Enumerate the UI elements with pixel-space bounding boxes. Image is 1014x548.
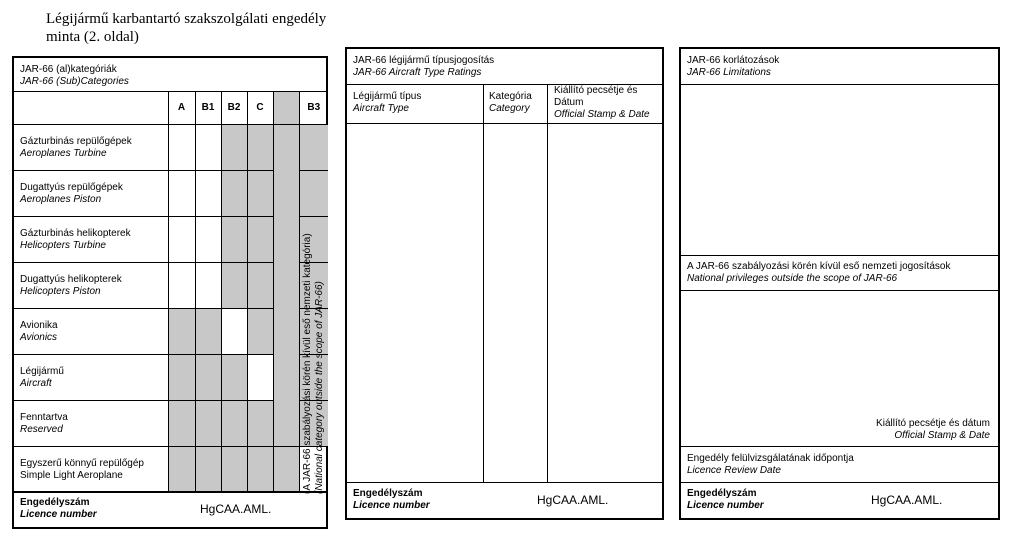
type-ratings-title-en: JAR-66 Aircraft Type Ratings	[353, 67, 482, 78]
disabled-cell	[168, 401, 195, 447]
review-en: Licence Review Date	[687, 465, 781, 476]
column-header-c: C	[247, 92, 273, 125]
national-privileges-en: National privileges outside the scope of JAR-66	[687, 273, 898, 284]
limitations-title-en: JAR-66 Limitations	[687, 67, 771, 78]
row-label-hu: Avionika	[20, 319, 58, 331]
licence-label-en: Licence number	[20, 509, 97, 520]
disabled-cell	[221, 125, 247, 171]
checkbox-cell[interactable]	[195, 263, 221, 309]
disabled-cell	[195, 401, 221, 447]
licence-number-row	[14, 491, 326, 527]
checkbox-cell[interactable]	[195, 171, 221, 217]
row-label	[14, 217, 168, 263]
checkbox-cell[interactable]	[195, 217, 221, 263]
checkbox-cell[interactable]	[195, 125, 221, 171]
disabled-cell	[221, 263, 247, 309]
row-label	[14, 309, 168, 355]
row-label	[14, 171, 168, 217]
row-label-hu: Légijármű	[20, 365, 64, 377]
row-label-hu: Gázturbinás repülőgépek	[20, 135, 132, 147]
document-title: Légijármű karbantartó szakszolgálati engedély minta (2. oldal)	[46, 11, 327, 45]
disabled-cell	[195, 447, 221, 493]
licence-number-label	[687, 488, 764, 512]
stamp-hu: Kiállító pecsétje és dátum	[876, 418, 990, 429]
licence-number-value: HgCAA.AML.	[537, 493, 609, 507]
row-label-en: Aircraft	[20, 377, 52, 389]
type-ratings-heading	[353, 55, 494, 79]
licence-number-row	[681, 482, 998, 518]
row-label-en: Reserved	[20, 423, 63, 435]
aircraft-type-column-header	[353, 91, 421, 115]
disabled-cell	[247, 309, 273, 355]
disabled-cell	[195, 355, 221, 401]
checkbox-cell[interactable]	[168, 171, 195, 217]
checkbox-cell[interactable]	[168, 263, 195, 309]
disabled-cell	[195, 309, 221, 355]
row-label-en: Aeroplanes Turbine	[20, 147, 107, 159]
type-ratings-panel	[345, 47, 664, 520]
checkbox-cell[interactable]	[221, 309, 247, 355]
category-column-header	[489, 91, 532, 115]
disabled-cell	[247, 263, 273, 309]
licence-number-label	[20, 497, 97, 521]
disabled-cell	[221, 217, 247, 263]
national-category-cell	[273, 125, 299, 447]
stamp-en: Official Stamp & Date	[554, 109, 650, 120]
type-ratings-title-hu: JAR-66 légijármű típusjogosítás	[353, 55, 495, 66]
national-category-vertical-text	[302, 233, 326, 494]
stamp-hu-line2: Dátum	[554, 97, 584, 108]
disabled-cell	[247, 125, 273, 171]
disabled-cell	[221, 447, 247, 493]
aircraft-type-en: Aircraft Type	[353, 103, 409, 114]
checkbox-cell[interactable]	[168, 125, 195, 171]
disabled-cell	[299, 171, 328, 217]
disabled-cell	[273, 447, 299, 493]
licence-number-value: HgCAA.AML.	[871, 493, 943, 507]
stamp-en: Official Stamp & Date	[894, 430, 990, 441]
column-header-b2: B2	[221, 92, 247, 125]
row-label-en: Simple Light Aeroplane	[20, 469, 123, 481]
limitations-panel	[679, 47, 1000, 520]
row-label	[14, 263, 168, 309]
disabled-cell	[247, 171, 273, 217]
licence-number-row	[347, 482, 662, 518]
subcategories-table	[14, 91, 328, 493]
row-label-en: Helicopters Turbine	[20, 239, 106, 251]
row-label	[14, 401, 168, 447]
row-label-en: Aeroplanes Piston	[20, 193, 102, 205]
disabled-cell	[247, 401, 273, 447]
disabled-cell	[168, 309, 195, 355]
column-header-b3: B3	[299, 92, 328, 125]
licence-review-date-label	[687, 453, 854, 477]
national-privileges-heading	[687, 261, 950, 285]
limitations-heading	[687, 55, 779, 79]
national-privileges-hu: A JAR-66 szabályozási körén kívül eső nemzeti jogosítások	[687, 261, 951, 272]
official-stamp-label	[876, 418, 990, 442]
stamp-hu-line1: Kiállító pecsétje és	[554, 85, 638, 96]
aircraft-type-hu: Légijármű típus	[353, 91, 422, 102]
subcategories-panel	[12, 56, 328, 529]
row-label-hu: Dugattyús helikopterek	[20, 273, 122, 285]
official-stamp-column-header	[554, 85, 650, 121]
subcategories-title-en: JAR-66 (Sub)Categories	[20, 76, 129, 87]
licence-number-value: HgCAA.AML.	[200, 502, 272, 516]
disabled-cell	[299, 125, 328, 171]
licence-label-en: Licence number	[687, 500, 764, 511]
subcategories-heading	[20, 64, 129, 88]
column-header-a: A	[168, 92, 195, 125]
row-label-en: Avionics	[20, 331, 58, 343]
category-hu: Kategória	[489, 91, 532, 102]
disabled-cell	[247, 217, 273, 263]
disabled-cell	[221, 171, 247, 217]
disabled-cell	[247, 447, 273, 493]
row-label	[14, 125, 168, 171]
checkbox-cell[interactable]	[247, 355, 273, 401]
row-label-hu: Dugattyús repülőgépek	[20, 181, 123, 193]
row-label-en: Helicopters Piston	[20, 285, 101, 297]
column-header-national	[273, 92, 299, 125]
row-label-hu: Fenntartva	[20, 411, 68, 423]
row-label	[14, 355, 168, 401]
row-label-hu: Gázturbinás helikopterek	[20, 227, 131, 239]
checkbox-cell[interactable]	[168, 217, 195, 263]
licence-label-hu: Engedélyszám	[20, 497, 90, 508]
licence-number-label	[353, 488, 430, 512]
licence-label-hu: Engedélyszám	[687, 488, 757, 499]
category-en: Category	[489, 103, 530, 114]
row-label-hu: Egyszerű könnyű repülőgép	[20, 457, 144, 469]
licence-label-hu: Engedélyszám	[353, 488, 423, 499]
disabled-cell	[168, 355, 195, 401]
disabled-cell	[221, 401, 247, 447]
limitations-title-hu: JAR-66 korlátozások	[687, 55, 780, 66]
table-header-row	[14, 92, 328, 125]
disabled-cell	[168, 447, 195, 493]
row-label	[14, 447, 168, 493]
national-category-en: (National category outside the scope of JAR-66)	[314, 281, 325, 494]
review-hu: Engedély felülvizsgálatának időpontja	[687, 453, 854, 464]
table-row	[14, 125, 328, 171]
national-category-hu: (A JAR-66 szabályozási körén kívül eső nemzeti kategória)	[302, 233, 313, 494]
table-row	[14, 447, 328, 493]
column-header-b1: B1	[195, 92, 221, 125]
licence-label-en: Licence number	[353, 500, 430, 511]
disabled-cell	[221, 355, 247, 401]
subcategories-title-hu: JAR-66 (al)kategóriák	[20, 64, 117, 75]
